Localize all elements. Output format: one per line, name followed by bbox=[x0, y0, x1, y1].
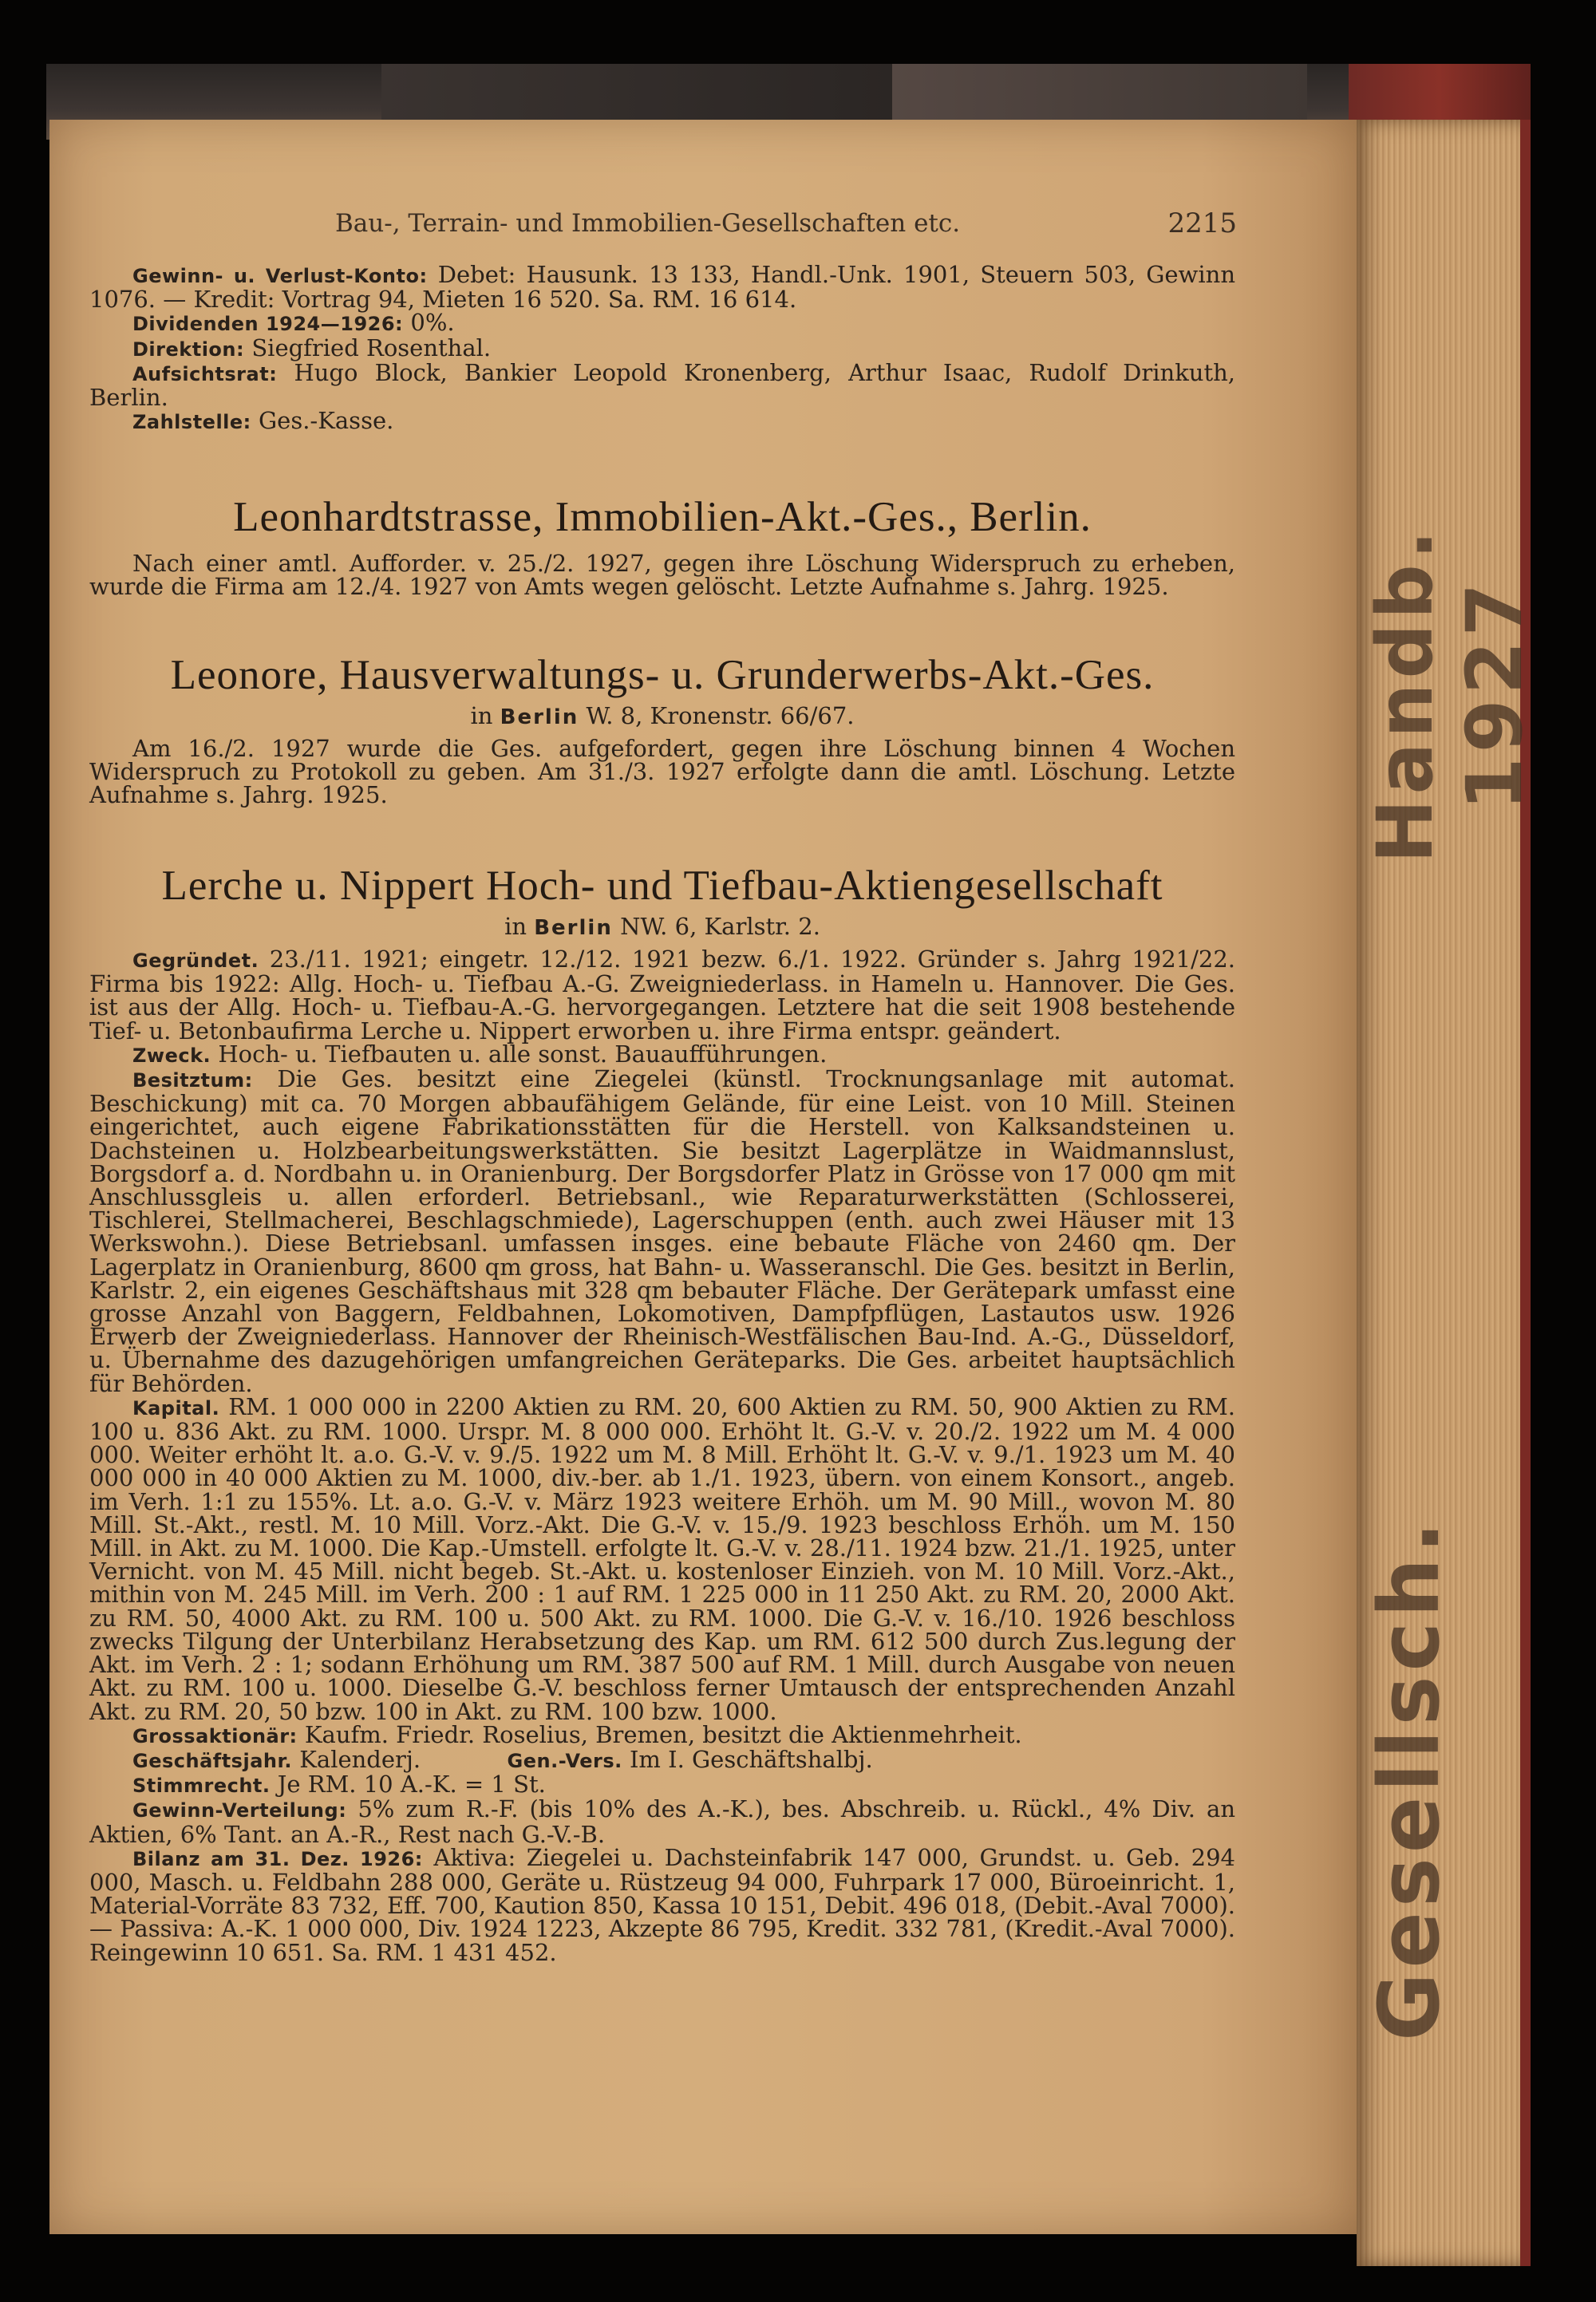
header-title: Bau-, Terrain- und Immobilien-Gesellschaften etc. bbox=[335, 209, 961, 238]
gewinnverteilung-label: Gewinn-Verteilung: bbox=[132, 1799, 347, 1822]
aufsichtsrat-label: Aufsichtsrat: bbox=[132, 362, 278, 385]
grossaktionaer-paragraph bbox=[89, 1720, 1235, 1748]
besitztum-label: Besitztum: bbox=[132, 1069, 253, 1092]
genvers-text: Im I. Geschäftshalbj. bbox=[629, 1745, 873, 1773]
entry-leonore bbox=[89, 651, 1235, 807]
geschaeftsjahr-label: Geschäftsjahr. bbox=[132, 1749, 293, 1772]
zweck-paragraph bbox=[89, 1040, 1235, 1068]
gewinn-paragraph bbox=[89, 261, 1236, 314]
direktion-paragraph bbox=[89, 334, 1235, 361]
geschaeftsjahr-paragraph bbox=[89, 1745, 1235, 1773]
aufsichtsrat-text: Hugo Block, Bankier Leopold Kronenberg, Arthur Isaac, Rudolf Drinkuth, Berlin. bbox=[89, 358, 1235, 412]
besitztum-paragraph bbox=[89, 1065, 1235, 1397]
bilanz-text: Aktiva: Ziegelei u. Dachsteinfabrik 147 000, Grundst. u. Geb. 294 000, Masch. u. Feldbahn 288 000, Geräte u. Rüstzeug 94 000, Fuhrpark 17 000, Büroeinricht. 1, Material-Vorräte 83 732, Eff. 700, Kaution 850, Kassa 10 151, Debit. 496 018, (Debit.-Aval 7000). — Passiva: A.-K. 1 000 000, Div. 1924 1223, Akzepte 86 795, Kredit. 332 781, (Kredit.-Aval 7000). Reingewinn 10 651. Sa. RM. 1 431 452. bbox=[89, 1843, 1235, 1966]
zweck-label: Zweck. bbox=[132, 1044, 211, 1067]
direktion-text: Siegfried Rosenthal. bbox=[251, 334, 492, 361]
stimmrecht-paragraph bbox=[89, 1773, 1235, 1798]
stimmrecht-label: Stimmrecht. bbox=[132, 1775, 271, 1798]
leonore-loc-post: W. 8, Kronenstr. 66/67. bbox=[586, 702, 855, 729]
entry-previous-tail bbox=[89, 263, 1235, 434]
besitztum-text: Die Ges. besitzt eine Ziegelei (künstl. Trocknungsanlage mit automat. Beschickung) mit ca. 70 Morgen abbaufähigem Gelände, für eine Leist. von 10 Mill. Steinen eingerichtet, auch eigene Fabrikationsstätten für die Herstell. von Kalksandsteinen u. Dachsteinen u. Holzbearbeitungswerkstätten. Sie besitzt Lagerplätze in Waidmannslust, Borgsdorf a. d. Nordbahn u. in Oranienburg. Der Borgsdorfer Platz in Grösse von 17 000 qm mit Anschlussgleis u. allen erforderl. Betriebsanl., wie Reparaturwerkstätten (Schlosserei, Tischlerei, Stellmacherei, Beschlagschmiede), Lagerschuppen (enth. auch zwei Häuser mit 13 Werkswohn.). Diese Betriebsanl. umfassen insges. eine bebaute Fläche von 2460 qm. Der Lagerplatz in Oranienburg, 8600 qm gross, hat Bahn- u. Wasseranschl. Die Ges. besitzt in Berlin, Karlstr. 2, ein eigenes Geschäftshaus mit 328 qm bebauter Fläche. Der Gerätepark umfasst eine grosse Anzahl von Baggern, Feldbahnen, Lokomotiven, Dampfpflügen, Lastautos usw. 1926 Erwerb der Zweigniederlass. Hannover der Rheinisch-Westfälischen Bau-Ind. A.-G., Düsseldorf, u. Übernahme des dazugehörigen umfangreichen Geräteparks. Die Ges. arbeitet hauptsächlich für Behörden. bbox=[89, 1065, 1235, 1397]
lerche-loc-city: Berlin bbox=[534, 916, 613, 940]
geschaeftsjahr-text: Kalenderj. bbox=[299, 1745, 421, 1773]
gegruendet-label: Gegründet. bbox=[132, 950, 259, 972]
zahlstelle-label: Zahlstelle: bbox=[132, 411, 251, 434]
gewinn-label: Gewinn- u. Verlust-Konto: bbox=[132, 265, 428, 287]
page-number: 2215 bbox=[1167, 207, 1237, 239]
dividenden-paragraph bbox=[89, 311, 1235, 336]
gegruendet-paragraph bbox=[89, 948, 1235, 1043]
zahlstelle-text: Ges.-Kasse. bbox=[259, 407, 394, 435]
kapital-label: Kapital. bbox=[132, 1396, 220, 1420]
dividenden-label: Dividenden 1924—1926: bbox=[132, 313, 404, 336]
company-name-lerche-nippert: Lerche u. Nippert Hoch- und Tiefbau-Aktiengesellschaft bbox=[161, 863, 1163, 909]
lerche-location bbox=[89, 913, 1235, 940]
direktion-label: Direktion: bbox=[132, 338, 245, 361]
leonhardtstrasse-text: Nach einer amtl. Aufforder. v. 25./2. 1927, gegen ihre Löschung Widerspruch zu erheben, wurde die Firma am 12./4. 1927 von Amts wegen gelöscht. Letzte Aufnahme s. Jahrg. 1925. bbox=[89, 550, 1235, 601]
leonore-text: Am 16./2. 1927 wurde die Ges. aufgefordert, gegen ihre Löschung binnen 4 Wochen Widerspruch zu Protokoll zu geben. Am 31./3. 1927 erfolgte dann die amtl. Löschung. Letzte Aufnahme s. Jahrg. 1925. bbox=[89, 735, 1235, 809]
zweck-text: Hoch- u. Tiefbauten u. alle sonst. Bauaufführungen. bbox=[218, 1040, 828, 1068]
gegruendet-text: 23./11. 1921; eingetr. 12./12. 1921 bezw. 6./1. 1922. Gründer s. Jahrg 1921/22. Firma bis 1922: Allg. Hoch- u. Tiefbau A.-G. Zweigniederlass. in Hameln u. Hannover. Die Ges. ist aus der Allg. Hoch- u. Tiefbau-A.-G. hervorgegangen. Letztere hat die seit 1908 bestehende Tief- u. Betonbaufirma Lerche u. Nippert erworben u. ihre Firma entspr. geändert. bbox=[89, 946, 1235, 1044]
spine-text-lower: Gesellsch. bbox=[1361, 1517, 1458, 2042]
bilanz-label: Bilanz am 31. Dez. 1926: bbox=[132, 1847, 423, 1870]
grossaktionaer-text: Kaufm. Friedr. Roselius, Bremen, besitzt die Aktienmehrheit. bbox=[304, 1720, 1022, 1748]
gewinnverteilung-text: 5% zum R.-F. (bis 10% des A.-K.), bes. Abschreib. u. Rückl., 4% Div. an Aktien, 6% Tant. an A.-R., Rest nach G.-V.-B. bbox=[89, 1795, 1236, 1848]
company-name-leonhardtstrasse: Leonhardtstrasse, Immobilien-Akt.-Ges., Berlin. bbox=[233, 494, 1092, 540]
leonore-location bbox=[89, 702, 1235, 729]
company-name-leonore: Leonore, Hausverwaltungs- u. Grunderwerbs-Akt.-Ges. bbox=[170, 652, 1155, 698]
bilanz-paragraph bbox=[89, 1843, 1235, 1966]
running-header bbox=[335, 209, 1237, 241]
gewinn-text: Debet: Hausunk. 13 133, Handl.-Unk. 1901, Steuern 503, Gewinn 1076. — Kredit: Vortrag 94, Mieten 16 520. Sa. RM. 16 614. bbox=[89, 261, 1236, 314]
zahlstelle-paragraph bbox=[89, 409, 1235, 434]
kapital-paragraph bbox=[89, 1392, 1235, 1725]
genvers-label: Gen.-Vers. bbox=[507, 1749, 622, 1772]
lerche-loc-pre: in bbox=[504, 913, 527, 940]
leonore-loc-pre: in bbox=[470, 702, 493, 729]
leonore-loc-city: Berlin bbox=[500, 705, 579, 729]
entry-leonhardtstrasse bbox=[89, 493, 1235, 601]
red-cover-edge bbox=[1520, 120, 1531, 2266]
kapital-text: RM. 1 000 000 in 2200 Aktien zu RM. 20, 600 Aktien zu RM. 50, 900 Aktien zu RM. 100 u. 836 Akt. zu RM. 1000. Urspr. M. 8 000 000. Erhöht lt. G.-V. v. 20./2. 1922 um M. 4 000 000. Weiter erhöht lt. a.o. G.-V. v. 9./5. 1922 um M. 8 Mill. Erhöht lt. G.-V. v. 9./1. 1923 um M. 40 000 000 in 40 000 Aktien zu M. 1000, div.-ber. ab 1./1. 1923, übern. von einem Konsort., angeb. im Verh. 1:1 zu 155%. Lt. a.o. G.-V. v. März 1923 weitere Erhöh. um M. 90 Mill., wovon M. 80 Mill. St.-Akt., restl. M. 10 Mill. Vorz.-Akt. Die G.-V. v. 15./9. 1923 beschloss Erhöh. um M. 150 Mill. in Akt. zu M. 1000. Die Kap.-Umstell. erfolgte lt. G.-V. v. 28./11. 1924 bzw. 21./1. 1925, unter Vernicht. von M. 45 Mill. nicht begeb. St.-Akt. u. kostenloser Einzieh. von M. 10 Mill. Vorz.-Akt., mithin von M. 245 Mill. im Verh. 200 : 1 auf RM. 1 225 000 in 11 250 Akt. zu RM. 20, 2000 Akt. zu RM. 50, 4000 Akt. zu RM. 100 u. 500 Akt. zu RM. 1000. Die G.-V. v. 16./10. 1926 beschloss zwecks Tilgung der Unterbilanz Herabsetzung des Kap. um RM. 612 500 durch Zus.legung der Akt. im Verh. 2 : 1; sodann Erhöhung um RM. 387 500 auf RM. 1 Mill. durch Ausgabe von neuen Akt. zu RM. 100 u. 1000. Dieselbe G.-V. beschloss ferner Umtausch der entsprechenden Anzahl Akt. zu RM. 20, 50 bzw. 100 in Akt. zu RM. 100 bzw. 1000. bbox=[89, 1392, 1235, 1725]
entry-lerche-nippert bbox=[89, 862, 1235, 1964]
dividenden-text: 0%. bbox=[410, 309, 455, 337]
gewinnverteilung-paragraph bbox=[89, 1795, 1236, 1848]
lerche-loc-post: NW. 6, Karlstr. 2. bbox=[620, 913, 820, 940]
stimmrecht-text: Je RM. 10 A.-K. = 1 St. bbox=[277, 1771, 546, 1799]
spine-text-upper: Handb. 1927 bbox=[1361, 525, 1539, 863]
aufsichtsrat-paragraph bbox=[89, 358, 1235, 412]
grossaktionaer-label: Grossaktionär: bbox=[132, 1724, 298, 1747]
